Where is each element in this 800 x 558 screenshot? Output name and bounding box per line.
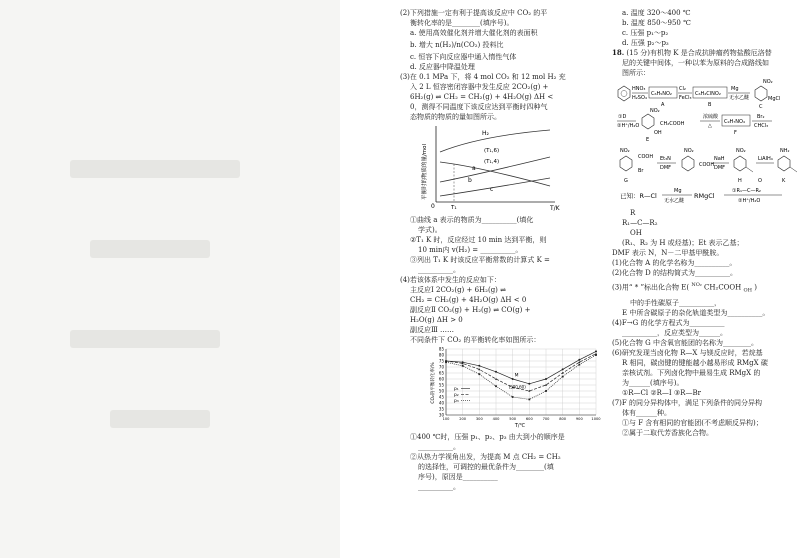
substituent: NO₂: [620, 148, 630, 154]
q3-sub3: ③列出 T₁ K 时该反应平衡常数的计算式 K =: [410, 256, 550, 264]
compound-label: G: [624, 178, 628, 184]
equilibrium-amount-chart: [400, 122, 612, 212]
compound-label: H: [738, 178, 742, 184]
formula: C₉H₇NO₄: [724, 119, 745, 125]
q4-sub1: ①400 ℃时，压强 p₁、p₂、p₃ 由大到小的顺序是: [410, 433, 565, 441]
chart2-xlabel: T/℃: [514, 423, 526, 429]
q3-sub2: ②T₁ K 时，反应经过 10 min 达到平衡，则: [410, 236, 547, 244]
chart1-origin: 0: [431, 203, 435, 210]
chart2-data-point: [595, 354, 597, 356]
chart2-xtick-label: 500: [509, 417, 517, 421]
q4-line: CH₂ = CH₂(g) + 4H₂O(g) ΔH < 0: [410, 296, 527, 304]
chart2-data-point: [562, 376, 564, 378]
q3-line: 态物质的物质的量如图所示。: [410, 113, 501, 121]
chart2-series-label: p₁: [454, 386, 459, 392]
curve-a: [440, 162, 550, 186]
chart2-data-point: [512, 396, 514, 398]
chart2-series-line: [446, 355, 596, 399]
chart2-series-label: p₃: [454, 398, 459, 404]
q18-sub6: R 相同，碳卤键的键能越小越易形成 RMgX 碳: [622, 358, 768, 367]
substituent: NO₂: [650, 108, 660, 114]
chart2-ylabel: CO₂的平衡转化率/%: [431, 362, 436, 404]
substituent: NH₂: [780, 148, 790, 154]
known-reagent: Mg: [674, 188, 682, 194]
benzene-ring: [734, 156, 746, 171]
chart2-data-point: [578, 364, 580, 366]
reagent: △: [708, 123, 712, 129]
q18-sub3-text: (3)用“ * ”标出化合物 E(: [612, 283, 690, 292]
q4-sub2: 的选择性，可调控的最优条件为________(填: [418, 463, 554, 471]
q18-sub6: (6)研究发现当卤化物 R—X 与镁反应时，若烷基: [612, 348, 763, 357]
substituent: COOH: [638, 154, 654, 160]
q18-sub2: (2)化合物 D 的结构简式为__________。: [612, 269, 737, 277]
chart1-marker-label: (T₁,4): [484, 159, 500, 165]
q18-sub6-options: ①R—Cl ②R—I ③R—Br: [622, 388, 701, 397]
chart2-ytick-label: 55: [438, 382, 444, 388]
q18-sub4: (4)F→G 的化学方程式为__________: [612, 318, 725, 327]
chart1-ylabel: 平衡时的物质的量/mol: [422, 143, 428, 201]
known-reagent: O: [758, 178, 762, 184]
q18-sub1: (1)化合物 A 的化学名称为__________。: [612, 259, 737, 267]
substituent: NO₂: [763, 79, 773, 85]
bleed-through-mark: [70, 160, 240, 178]
chart2-xtick-label: 1000: [591, 417, 601, 421]
right-column: [612, 8, 800, 438]
q18-sub7: ①与 F 含有相同的官能团(不考虑顺反异构)；: [622, 418, 763, 427]
chart2-xtick-label: 400: [492, 417, 500, 421]
q18-sub3-no2: NO₂: [691, 282, 702, 288]
compound-label: C: [759, 104, 763, 110]
reagent: 无水乙醚: [729, 95, 750, 101]
bleed-through-mark: [70, 330, 220, 348]
chart2-ytick-label: 60: [438, 376, 444, 382]
q18-line: [612, 48, 800, 58]
compound-label: A: [661, 102, 665, 108]
curve-c-label: c: [490, 186, 494, 193]
chart2-data-point: [545, 378, 547, 380]
benzene-ring: [642, 114, 654, 129]
q3-line: (3)在 0.1 MPa 下，将 4 mol CO₂ 和 12 mol H₂ 充: [400, 73, 566, 81]
q18-line: 图所示：: [622, 69, 650, 77]
chart2-ytick-label: 75: [438, 358, 444, 364]
q4-sub1: __________。: [418, 443, 460, 451]
bleed-through-mark: [90, 240, 210, 258]
chart2-data-point: [578, 361, 580, 363]
q3-line: 0，测得不同温度下该反应达到平衡时四种气: [410, 103, 548, 111]
substituent: NO₂: [684, 148, 694, 154]
reagent: Et₃N: [660, 156, 671, 162]
substituent: CH₂COOH: [660, 121, 685, 127]
chart1-xlabel: T/K: [550, 205, 560, 212]
q3-line: 6H₂(g) ⇌ CH₂ = CH₂(g) + 4H₂O(g) ΔH <: [410, 93, 554, 101]
benzene-ring: [755, 86, 767, 101]
chart2-ytick-label: 40: [438, 400, 444, 406]
option-d: d. 压强 p₂～p₃: [622, 39, 669, 47]
chart2-data-point: [528, 399, 530, 401]
chart2-data-point: [495, 385, 497, 387]
chart2-point-label: M: [514, 373, 519, 379]
left-column: [400, 8, 612, 492]
chart1-marker-label: (T₁,6): [484, 148, 500, 154]
known-product: R₁—C—R₂: [622, 219, 658, 227]
q3-line: 入 2 L 恒容密闭容器中发生反应 2CO₂(g) +: [410, 83, 549, 91]
chart2-series-label: p₂: [454, 392, 459, 398]
ethynyl-bond: [790, 167, 797, 172]
q18-sub3-ch2cooh: CH₂COOH: [704, 283, 742, 292]
synthesis-route-diagram: [612, 78, 800, 208]
q2-option-d: d. 反应器中降温处理: [410, 63, 475, 71]
q18-sub3: 中的手性碳原子__________，: [630, 298, 721, 307]
benzene-ring: [621, 91, 627, 97]
chart2-xtick-label: 900: [575, 417, 583, 421]
chart2-ytick-label: 70: [438, 364, 444, 370]
q18-sub7: 体有______种。: [622, 408, 671, 417]
chart2-ytick-label: 65: [438, 370, 444, 376]
option-c: c. 压强 p₁～p₂: [622, 29, 669, 37]
reagent: 浓硫酸: [703, 114, 719, 120]
curve-a-label: a: [472, 165, 476, 172]
q4-line: 副反应Ⅲ ……: [410, 326, 454, 334]
compound-label: F: [734, 130, 737, 136]
chart2-xtick-label: 600: [525, 417, 533, 421]
chart2-xtick-label: 800: [559, 417, 567, 421]
chart1-t1-label: T₁: [451, 205, 457, 211]
chart2-ytick-label: 50: [438, 388, 444, 394]
reagent: Cl₂: [679, 86, 686, 92]
chart2-data-point: [562, 368, 564, 370]
chart2-xtick-label: 200: [459, 417, 467, 421]
q4-sub2: __________。: [418, 483, 460, 491]
chart2-ytick-label: 45: [438, 394, 444, 400]
reagent: LiAlH₄: [758, 156, 773, 162]
known-note: (R₁、R₂ 为 H 或烃基)；Et 表示乙基；: [622, 239, 744, 247]
reagent: DMF: [660, 165, 672, 171]
known-intermediate: RMgCl: [694, 192, 715, 200]
q2-option-b: b. 增大 n(H₂)/n(CO₂) 投料比: [410, 41, 504, 49]
benzene-ring: [618, 86, 630, 101]
reagent: H₂SO₄: [632, 95, 647, 101]
known-reaction: 已知：R—Cl: [620, 192, 657, 200]
reagent: CHCl₃: [754, 123, 769, 129]
chart2-ytick-label: 80: [438, 352, 444, 358]
substituent: Br: [638, 168, 644, 174]
q3-sub3: __________。: [418, 266, 460, 274]
q4-line: (4)若该体系中发生的反应如下：: [400, 276, 501, 284]
curve-h2-label: H₂: [482, 130, 489, 137]
q18-sub3: [612, 278, 800, 298]
q3-sub2: 10 min内 v(H₂) = __________。: [418, 246, 523, 254]
q18-sub7: ②属于二取代芳香族化合物。: [622, 428, 713, 437]
compound-label: B: [708, 102, 712, 108]
known-reagent: ②H⁺/H₂O: [738, 198, 761, 204]
substituent: OH: [654, 130, 662, 136]
chart2-xtick-label: 300: [475, 417, 483, 421]
chart2-data-point: [445, 361, 447, 363]
chart2-ytick-label: 30: [438, 412, 444, 418]
q18-sub5: (5)化合物 G 中含氧官能团的名称为________。: [612, 338, 758, 347]
q18-text: (15 分)有机物 K 是合成抗肿瘤药物盐酸厄洛替: [626, 49, 772, 57]
q18-sub7: (7)F 的同分异构体中，满足下列条件的同分异构: [612, 398, 762, 407]
chart2-data-point: [528, 383, 530, 385]
q2-line: (2)下列措施一定有利于提高该反应中 CO₂ 的平: [400, 9, 548, 17]
compound-label: E: [646, 137, 650, 143]
q18-sub6: 亲核试剂。下列卤化物中最易生成 RMgX 的: [622, 368, 761, 377]
q2-option-c: c. 恒容下向反应器中通入惰性气体: [410, 53, 517, 61]
formula: C₆H₅NO₂: [651, 91, 672, 97]
reagent: ②H⁺/H₂O: [617, 123, 640, 129]
ethynyl-bond: [746, 167, 753, 172]
chart2-ytick-label: 35: [438, 406, 444, 412]
chart2-xtick-label: 100: [442, 417, 450, 421]
chart2-data-point: [512, 378, 514, 380]
chart2-data-point: [595, 350, 597, 352]
chart2-data-point: [545, 390, 547, 392]
q18-sub4: __________，反应类型为______。: [622, 328, 727, 337]
q3-sub1: 学式)。: [418, 226, 442, 234]
q4-sub2: 序号)，原因是__________: [418, 473, 498, 481]
option-b: b. 温度 850～950 ℃: [622, 19, 691, 27]
benzene-ring: [682, 156, 694, 171]
co2-conversion-chart: [400, 345, 612, 429]
q4-line: 副反应Ⅱ CO₂(g) + H₂(g) ⇌ CO(g) +: [410, 306, 531, 314]
q4-line: 主反应Ⅰ 2CO₂(g) + 6H₂(g) ⇌: [410, 286, 507, 294]
substituent: COOH: [699, 162, 715, 168]
q4-line: H₂O(g) ΔH > 0: [410, 316, 463, 324]
chart2-data-point: [495, 378, 497, 380]
chart2-data-point: [478, 373, 480, 375]
q18-sub6: 为______(填序号)。: [622, 378, 684, 387]
benzene-ring: [778, 156, 790, 171]
chart2-ytick-label: 85: [438, 346, 444, 352]
substituent: MgCl: [768, 96, 781, 102]
reagent: HNO₃: [632, 86, 646, 92]
compound-label: K: [782, 178, 786, 184]
reagent: DMF: [714, 165, 726, 171]
reagent: Br₂: [757, 114, 765, 120]
option-a: a. 温度 320～400 ℃: [622, 9, 691, 17]
q18-number: 18.: [612, 48, 625, 57]
formula: C₆H₄ClNO₂: [695, 91, 721, 97]
curve-c: [440, 178, 550, 196]
exam-page: [400, 0, 800, 558]
chart2-xtick-label: 700: [542, 417, 550, 421]
known-reagent: 无水乙醚: [664, 198, 685, 204]
known-note: DMF 表示 N，N－二甲基甲酰胺。: [612, 249, 724, 257]
chart2-data-point: [495, 371, 497, 373]
q4-sub2: ②从热力学视角出发，为提高 M 点 CH₂ = CH₂: [410, 453, 561, 461]
q18-sub3-oh: OH: [743, 287, 752, 294]
known-reagent: ①R₁—C—R₂: [732, 188, 761, 194]
known-product: R: [630, 209, 636, 217]
q18-sub3: E 中所含碳原子的杂化轨道类型为__________。: [622, 308, 770, 317]
q4-line: 不同条件下 CO₂ 的平衡转化率如图所示：: [410, 336, 541, 344]
reagent: NaH: [714, 156, 725, 162]
chart2-data-point: [578, 359, 580, 361]
reagent: FeCl₃: [679, 95, 692, 101]
chart2-data-point: [462, 365, 464, 367]
q2-line: 衡转化率的是________(填序号)。: [410, 19, 514, 27]
substituent: NO₂: [736, 148, 746, 154]
bleed-through-mark: [110, 410, 210, 428]
adjacent-page-margin: [0, 0, 340, 558]
q18-line: 尼的关键中间体，一种以苯为原料的合成路线如: [622, 59, 769, 67]
curve-b-label: b: [468, 177, 472, 184]
chart2-annotation: (500,60): [508, 384, 526, 390]
q18-sub3-close: ): [754, 283, 757, 292]
q3-sub1: ①曲线 a 表示的物质为__________(填化: [410, 216, 534, 224]
reagent: ①D: [618, 114, 627, 120]
chart2-data-point: [478, 365, 480, 367]
reagent: Mg: [731, 86, 739, 92]
q2-option-a: a. 使用高效催化剂并增大催化剂的表面积: [410, 29, 538, 37]
benzene-ring: [620, 156, 632, 171]
known-product: OH: [630, 229, 642, 237]
